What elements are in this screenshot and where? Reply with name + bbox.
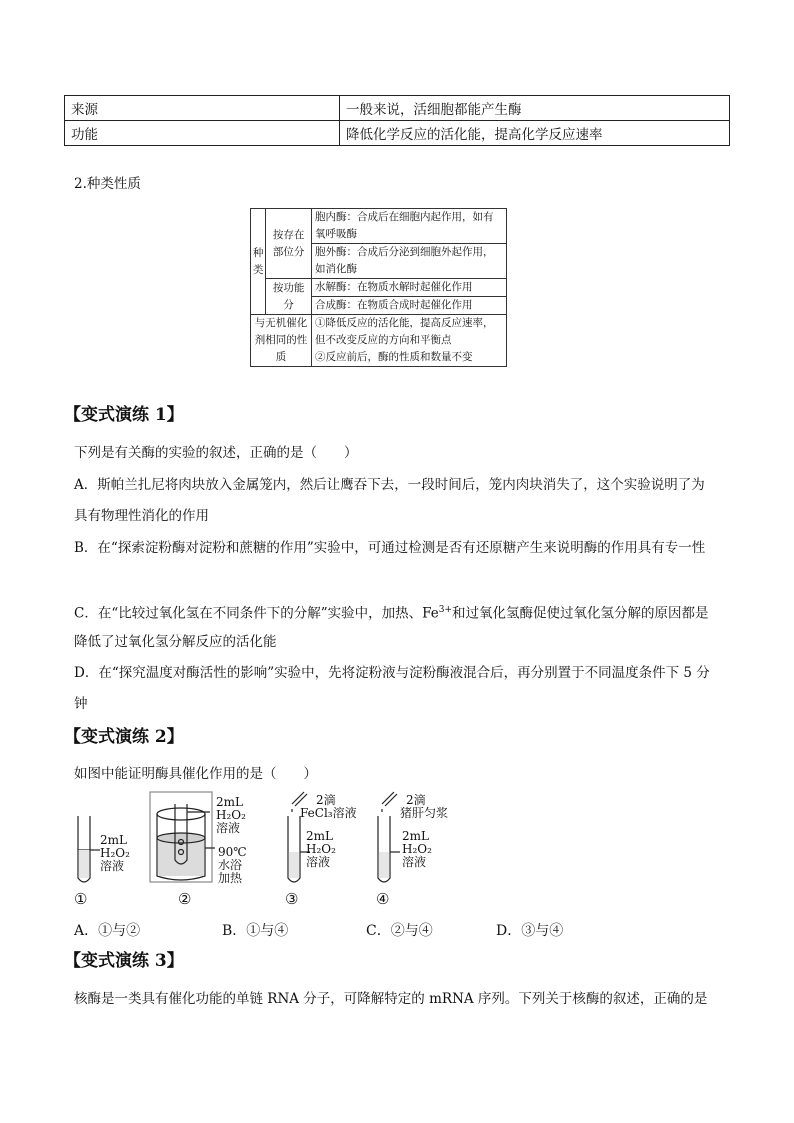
test-tube-4 (378, 792, 400, 882)
bath-temperature: 90℃ (218, 845, 247, 859)
tube2-label-solution: 溶液 (216, 821, 241, 835)
tube-number-1: ① (74, 890, 88, 908)
tube-number-3: ③ (285, 890, 299, 908)
option-d-line2: 钟 (74, 696, 88, 712)
shared-properties-label: 与无机催化剂相同的性质 (251, 315, 312, 367)
option-c-line2: 降低了过氧化氢分解反应的活化能 (74, 634, 277, 650)
tube3-fecl3: FeCl₃溶液 (300, 806, 357, 820)
exercise-2-stem: 如图中能证明酶具催化作用的是（ ） (74, 766, 317, 782)
type-label: 种 类 (251, 209, 266, 315)
option-d-line1: D．在“探究温度对酶活性的影响”实验中，先将淀粉液与淀粉酶液混合后，再分别置于不同温度条件下 5 分 (74, 665, 710, 681)
tube4-label-volume: 2mL (402, 829, 429, 843)
option-d: D．③与④ (496, 923, 564, 939)
tube1-label-volume: 2mL (100, 833, 127, 847)
tube3-label-volume: 2mL (306, 829, 333, 843)
tube2-label-volume: 2mL (216, 795, 243, 809)
table-cell: 功能 (65, 121, 340, 146)
table-cell: 来源 (65, 96, 340, 121)
option-b: B．在“探索淀粉酶对淀粉和蔗糖的作用”实验中，可通过检测是否有还原糖产生来说明酶的作用具有专一性 (74, 540, 706, 556)
option-c-line1: C．在“比较过氧化氢在不同条件下的分解”实验中，加热、$Fe^{3+}$和过氧化氢酶促使过氧化氢分解的原因都是 (74, 605, 709, 622)
tube3-label-solution: 溶液 (306, 855, 331, 869)
bath-label-heat: 加热 (218, 871, 243, 885)
tube4-label-solution: 溶液 (402, 855, 427, 869)
table-cell: 一般来说，活细胞都能产生酶 (340, 96, 730, 121)
exercise-2-heading: 【变式演练 2】 (64, 727, 184, 747)
exercise-3-stem: 核酶是一类具有催化功能的单链 RNA 分子，可降解特定的 mRNA 序列。下列关于核酶的叙述，正确的是 (74, 991, 708, 1007)
extracellular-enzyme: 胞外酶：合成后分泌到细胞外起作用，如消化酶 (312, 244, 507, 279)
section-title: 2.种类性质 (74, 176, 141, 192)
table-row (65, 96, 730, 121)
by-location-label: 按存在部位分 (266, 209, 312, 279)
by-function-label: 按功能分 (266, 279, 312, 315)
tube1-label-h2o2: H₂O₂ (100, 846, 130, 860)
tube-number-2: ② (178, 890, 192, 908)
option-b: B．①与④ (222, 923, 289, 939)
option-a-line1: A．斯帕兰扎尼将肉块放入金属笼内，然后让鹰吞下去，一段时间后，笼内肉块消失了，这个实验说明了为 (74, 477, 705, 493)
test-tube-1 (78, 816, 100, 882)
shared-properties: ①降低反应的活化能，提高反应速率， 但不改变反应的方向和平衡点 ②反应前后，酶的性质和数量不变 (312, 315, 507, 367)
option-a: A．①与② (74, 923, 141, 939)
tube3-label-h2o2: H₂O₂ (306, 842, 336, 856)
tube4-label-h2o2: H₂O₂ (402, 842, 432, 856)
exercise-1-heading: 【变式演练 1】 (64, 405, 184, 425)
water-bath-beaker (150, 792, 215, 882)
bath-label-water: 水浴 (218, 858, 243, 872)
exercise-3-heading: 【变式演练 3】 (64, 951, 184, 971)
synthase: 合成酶：在物质合成时起催化作用 (312, 297, 507, 315)
test-tube-figure (70, 790, 540, 910)
tube4-drops: 2滴 (406, 793, 426, 807)
table-row (65, 121, 730, 146)
table-cell: 降低化学反应的活化能，提高化学反应速率 (340, 121, 730, 146)
tube2-label-h2o2: H₂O₂ (216, 808, 246, 822)
option-c: C．②与④ (366, 923, 433, 939)
enzyme-type-table (250, 208, 507, 367)
intracellular-enzyme: 胞内酶：合成后在细胞内起作用，如有氧呼吸酶 (312, 209, 507, 244)
tube3-drops: 2滴 (316, 793, 336, 807)
hydrolase: 水解酶：在物质水解时起催化作用 (312, 279, 507, 297)
option-a-line2: 具有物理性消化的作用 (74, 508, 209, 524)
tube1-label-solution: 溶液 (100, 859, 125, 873)
tube4-liver: 猪肝匀浆 (400, 806, 449, 820)
tube-number-4: ④ (376, 890, 390, 908)
exercise-1-stem: 下列是有关酶的实验的叙述，正确的是（ ） (74, 445, 358, 461)
source-function-table (64, 95, 730, 146)
test-tubes-drawing (70, 790, 540, 890)
